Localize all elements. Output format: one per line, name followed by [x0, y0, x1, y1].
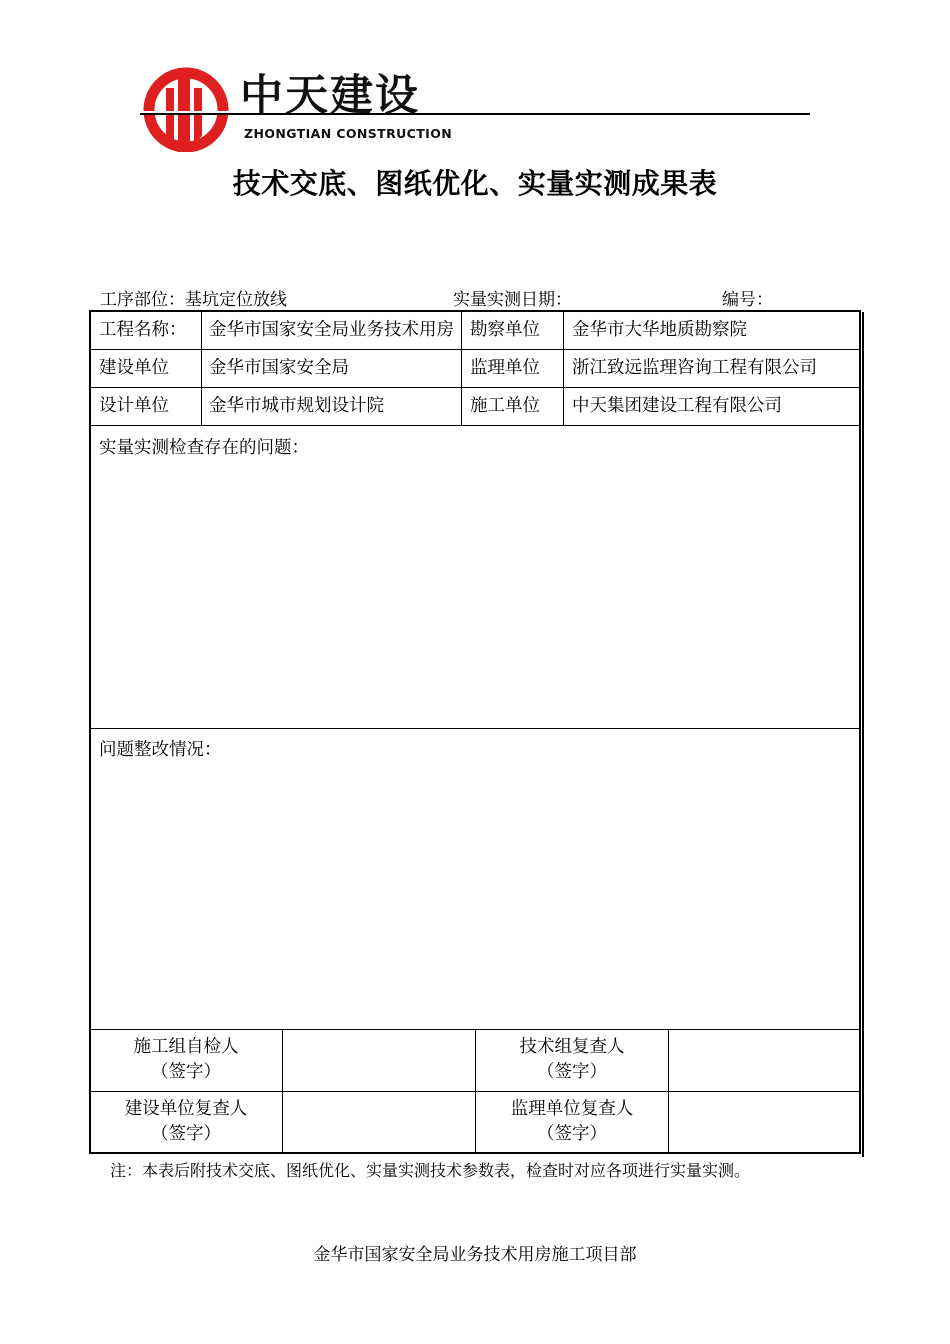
construction-unit-value: 中天集团建设工程有限公司 — [572, 396, 782, 416]
col-line — [201, 311, 202, 425]
serial-number-label: 编号： — [722, 290, 773, 310]
process-position: 工序部位：基坑定位放线 — [100, 290, 287, 310]
project-name-label: 工程名称： — [99, 320, 187, 340]
tech-review-signer — [476, 1035, 668, 1085]
owner-review-label: 建设单位复查人 — [124, 1099, 248, 1119]
row-line — [89, 349, 861, 350]
sign-hint: （签字） — [537, 1124, 607, 1144]
project-name-value: 金华市国家安全局业务技术用房 — [209, 320, 454, 340]
self-check-signer — [90, 1035, 282, 1085]
supervision-unit-label: 监理单位 — [470, 358, 540, 378]
problems-section-label: 实量实测检查存在的问题： — [99, 438, 309, 458]
page-footer: 金华市国家安全局业务技术用房施工项目部 — [313, 1245, 637, 1265]
row-line — [89, 387, 861, 388]
document-title: 技术交底、图纸优化、实量实测成果表 — [232, 167, 718, 200]
survey-unit-value: 金华市大华地质勘察院 — [572, 320, 747, 340]
owner-unit-label: 建设单位 — [99, 358, 169, 378]
supervision-review-label: 监理单位复查人 — [510, 1099, 634, 1119]
logo-text: 中天建设 — [240, 71, 420, 121]
sign-hint: （签字） — [151, 1062, 221, 1082]
tech-review-label: 技术组复查人 — [519, 1037, 625, 1057]
owner-review-signer — [90, 1097, 282, 1147]
owner-unit-value: 金华市国家安全局 — [209, 358, 349, 378]
table-shadow — [862, 312, 864, 1157]
company-logo — [140, 66, 453, 156]
design-unit-label: 设计单位 — [99, 396, 169, 416]
measure-date-label: 实量实测日期： — [453, 290, 572, 310]
supervision-unit-value: 浙江致远监理咨询工程有限公司 — [572, 358, 817, 378]
construction-unit-label: 施工单位 — [470, 396, 540, 416]
logo-text-en: ZHONGTIAN CONSTRUCTION — [244, 126, 453, 141]
col-line — [563, 311, 564, 425]
row-line — [89, 425, 861, 426]
col-line — [668, 1029, 669, 1153]
self-check-label: 施工组自检人 — [133, 1037, 239, 1057]
col-line — [461, 311, 462, 425]
sign-hint: （签字） — [151, 1124, 221, 1144]
survey-unit-label: 勘察单位 — [470, 320, 540, 340]
col-line — [282, 1029, 283, 1153]
header-rule — [140, 113, 810, 115]
zhongtian-logo-icon — [140, 66, 235, 152]
rectification-section-label: 问题整改情况： — [99, 740, 222, 760]
design-unit-value: 金华市城市规划设计院 — [209, 396, 384, 416]
row-line — [89, 728, 861, 729]
table-note: 注：本表后附技术交底、图纸优化、实量实测技术参数表，检查时对应各项进行实量实测。 — [110, 1161, 751, 1180]
supervision-review-signer — [476, 1097, 668, 1147]
sign-hint: （签字） — [537, 1062, 607, 1082]
